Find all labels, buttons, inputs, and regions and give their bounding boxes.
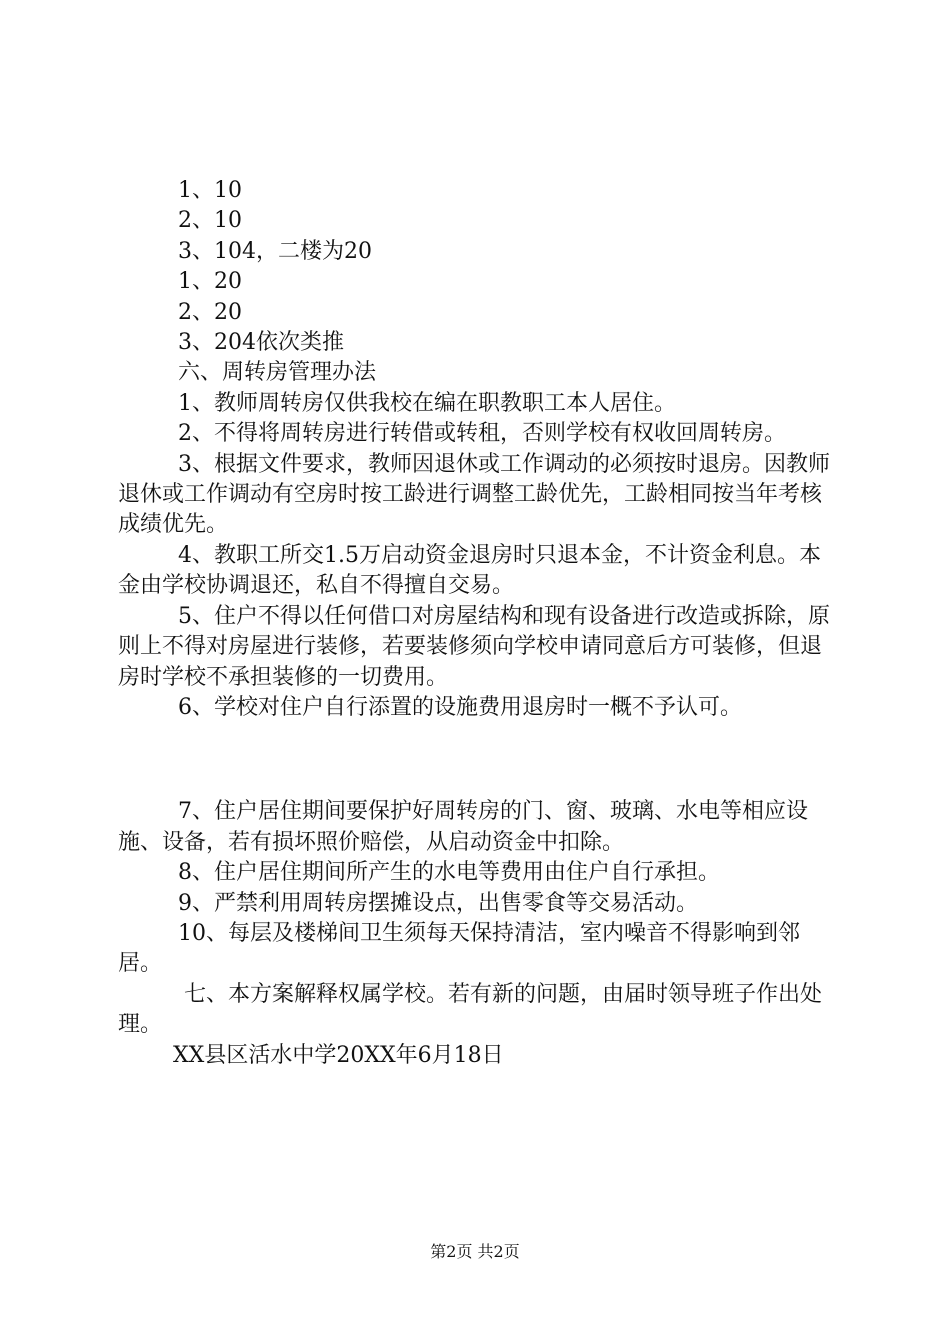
page-footer: 第2页 共2页 bbox=[430, 1242, 520, 1261]
paragraph: 3、根据文件要求，教师因退休或工作调动的必须按时退房。因教师退休或工作调动有空房时按工龄进行调整工龄优先，工龄相同按当年考核成绩优先。 bbox=[118, 451, 830, 538]
paragraph: 7、住户居住期间要保护好周转房的门、窗、玻璃、水电等相应设施、设备，若有损坏照价赔偿，从启动资金中扣除。 bbox=[118, 799, 808, 855]
paragraph: XX县区活水中学20XX年6月18日 bbox=[173, 1042, 504, 1068]
paragraph: 3、204依次类推 bbox=[178, 330, 344, 356]
paragraph: 3、104，二楼为20 bbox=[178, 238, 372, 264]
paragraph: 2、20 bbox=[178, 299, 242, 325]
paragraph: 4、教职工所交1.5万启动资金退房时只退本金，不计资金利息。本金由学校协调退还，私自不得擅自交易。 bbox=[118, 542, 821, 599]
paragraph: 1、教师周转房仅供我校在编在职教职工本人居住。 bbox=[178, 390, 676, 416]
paragraph: 6、学校对住户自行添置的设施费用退房时一概不予认可。 bbox=[178, 694, 742, 720]
paragraph: 七、本方案解释权属学校。若有新的问题，由届时领导班子作出处理。 bbox=[118, 981, 823, 1038]
paragraph: 10、每层及楼梯间卫生须每天保持清洁，室内噪音不得影响到邻居。 bbox=[118, 920, 800, 977]
paragraph: 六、周转房管理办法 bbox=[178, 360, 377, 386]
paragraph: 8、住户居住期间所产生的水电等费用由住户自行承担。 bbox=[178, 860, 720, 886]
paragraph: 9、严禁利用周转房摆摊设点，出售零食等交易活动。 bbox=[178, 890, 698, 916]
blank-line bbox=[118, 745, 838, 775]
paragraph: 2、不得将周转房进行转借或转租，否则学校有权收回周转房。 bbox=[178, 421, 786, 447]
paragraph: 1、10 bbox=[178, 178, 242, 203]
paragraph: 2、10 bbox=[178, 208, 242, 234]
paragraph: 5、住户不得以任何借口对房屋结构和现有设备进行改造或拆除，原则上不得对房屋进行装修，若要装修须向学校申请同意后方可装修，但退房时学校不承担装修的一切费用。 bbox=[118, 603, 830, 690]
document-body bbox=[118, 176, 838, 1071]
paragraph: 1、20 bbox=[178, 269, 242, 295]
